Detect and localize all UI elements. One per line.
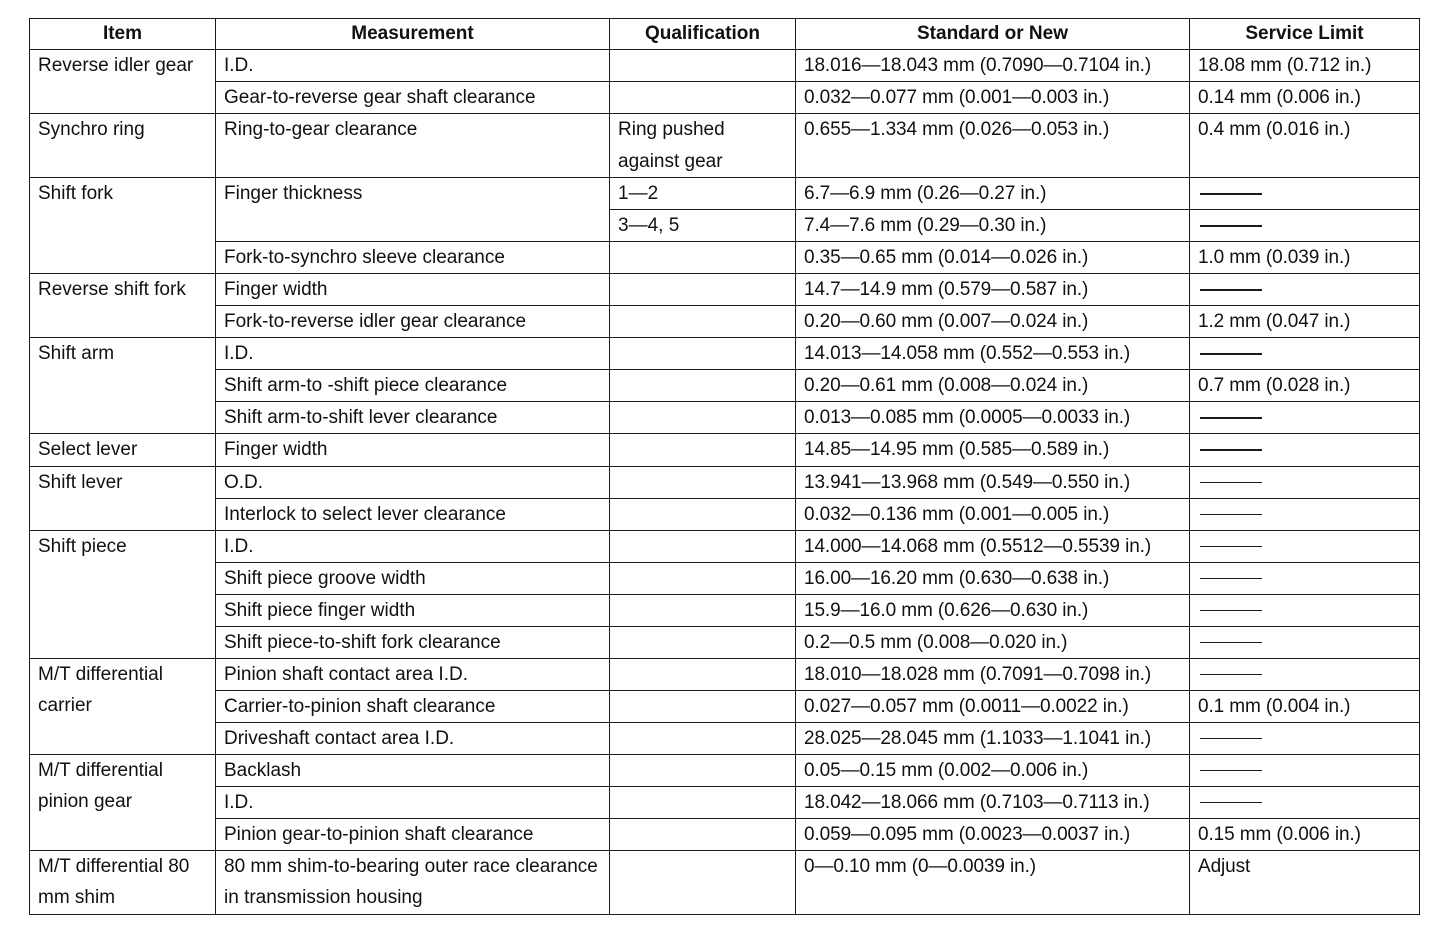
- standard-cell: 15.9—16.0 mm (0.626—0.630 in.): [796, 594, 1190, 626]
- item-cell: M/T differential 80 mm shim: [30, 850, 216, 914]
- service-limit-cell: 0.7 mm (0.028 in.): [1190, 370, 1420, 402]
- measurement-cell: I.D.: [216, 338, 610, 370]
- measurement-cell: Ring-to-gear clearance: [216, 114, 610, 178]
- service-limit-cell: 0.14 mm (0.006 in.): [1190, 82, 1420, 114]
- service-limit-cell: [1190, 434, 1420, 467]
- measurement-cell: Fork-to-synchro sleeve clearance: [216, 242, 610, 274]
- table-row: [30, 466, 1420, 498]
- qualification-cell: [610, 626, 796, 658]
- measurement-cell: Shift arm-to-shift lever clearance: [216, 402, 610, 434]
- table-row: [30, 242, 1420, 274]
- standard-cell: 28.025—28.045 mm (1.1033—1.1041 in.): [796, 722, 1190, 754]
- service-limit-cell: [1190, 402, 1420, 434]
- qualification-cell: [610, 530, 796, 562]
- header-measurement: Measurement: [216, 19, 610, 50]
- table-row: [30, 178, 1420, 210]
- service-limit-cell: [1190, 786, 1420, 818]
- qualification-cell: [610, 818, 796, 850]
- qualification-cell: Ring pushed against gear: [610, 114, 796, 178]
- table-row: [30, 562, 1420, 594]
- measurement-cell: Fork-to-reverse idler gear clearance: [216, 306, 610, 338]
- not-applicable-dash: [1200, 417, 1262, 419]
- service-limit-cell: [1190, 722, 1420, 754]
- service-limit-cell: [1190, 626, 1420, 658]
- table-row: [30, 370, 1420, 402]
- measurement-cell: Pinion shaft contact area I.D.: [216, 658, 610, 690]
- not-applicable-dash: [1200, 193, 1262, 195]
- standard-cell: 6.7—6.9 mm (0.26—0.27 in.): [796, 178, 1190, 210]
- qualification-cell: [610, 850, 796, 914]
- standard-cell: 16.00—16.20 mm (0.630—0.638 in.): [796, 562, 1190, 594]
- item-cell: Select lever: [30, 434, 216, 467]
- qualification-cell: [610, 658, 796, 690]
- qualification-cell: [610, 466, 796, 498]
- table-row: [30, 658, 1420, 690]
- measurement-cell: Shift piece groove width: [216, 562, 610, 594]
- qualification-cell: [610, 594, 796, 626]
- standard-cell: 0.027—0.057 mm (0.0011—0.0022 in.): [796, 690, 1190, 722]
- table-row: [30, 82, 1420, 114]
- qualification-cell: [610, 562, 796, 594]
- standard-cell: 0.2—0.5 mm (0.008—0.020 in.): [796, 626, 1190, 658]
- standard-cell: 0.013—0.085 mm (0.0005—0.0033 in.): [796, 402, 1190, 434]
- qualification-cell: [610, 274, 796, 306]
- service-limit-cell: 0.4 mm (0.016 in.): [1190, 114, 1420, 178]
- service-limit-cell: 0.15 mm (0.006 in.): [1190, 818, 1420, 850]
- standard-cell: 14.85—14.95 mm (0.585—0.589 in.): [796, 434, 1190, 467]
- measurement-cell: Shift arm-to -shift piece clearance: [216, 370, 610, 402]
- table-row: [30, 626, 1420, 658]
- service-limit-cell: 18.08 mm (0.712 in.): [1190, 50, 1420, 82]
- qualification-cell: [610, 498, 796, 530]
- qualification-cell: [610, 754, 796, 786]
- service-limit-cell: [1190, 338, 1420, 370]
- measurement-cell: Shift piece-to-shift fork clearance: [216, 626, 610, 658]
- service-limit-cell: [1190, 530, 1420, 562]
- standard-cell: 13.941—13.968 mm (0.549—0.550 in.): [796, 466, 1190, 498]
- table-row: [30, 594, 1420, 626]
- table-row: [30, 402, 1420, 434]
- header-qualification: Qualification: [610, 19, 796, 50]
- qualification-cell: [610, 786, 796, 818]
- service-limit-cell: [1190, 210, 1420, 242]
- service-limit-cell: [1190, 594, 1420, 626]
- table-row: [30, 338, 1420, 370]
- not-applicable-dash: [1200, 353, 1262, 355]
- table-row: [30, 434, 1420, 467]
- table-row: [30, 50, 1420, 82]
- standard-cell: 18.042—18.066 mm (0.7103—0.7113 in.): [796, 786, 1190, 818]
- item-cell: Reverse shift fork: [30, 274, 216, 338]
- measurement-cell: I.D.: [216, 50, 610, 82]
- item-cell: M/T differential pinion gear: [30, 754, 216, 850]
- standard-cell: 0.059—0.095 mm (0.0023—0.0037 in.): [796, 818, 1190, 850]
- standard-cell: 18.016—18.043 mm (0.7090—0.7104 in.): [796, 50, 1190, 82]
- service-limit-cell: [1190, 466, 1420, 498]
- not-applicable-dash: [1200, 289, 1262, 291]
- item-cell: Shift piece: [30, 530, 216, 658]
- measurement-cell: Finger width: [216, 274, 610, 306]
- service-limit-cell: Adjust: [1190, 850, 1420, 914]
- service-limit-cell: 0.1 mm (0.004 in.): [1190, 690, 1420, 722]
- item-cell: Shift arm: [30, 338, 216, 434]
- not-applicable-dash: [1200, 514, 1262, 516]
- not-applicable-dash: [1200, 610, 1262, 612]
- qualification-cell: [610, 370, 796, 402]
- service-limit-cell: [1190, 274, 1420, 306]
- header-item: Item: [30, 19, 216, 50]
- standard-cell: 0.20—0.61 mm (0.008—0.024 in.): [796, 370, 1190, 402]
- table-row: [30, 498, 1420, 530]
- measurement-cell: Shift piece finger width: [216, 594, 610, 626]
- measurement-cell: Finger width: [216, 434, 610, 467]
- service-limit-cell: 1.2 mm (0.047 in.): [1190, 306, 1420, 338]
- standard-cell: 18.010—18.028 mm (0.7091—0.7098 in.): [796, 658, 1190, 690]
- qualification-cell: [610, 338, 796, 370]
- table-row: [30, 754, 1420, 786]
- table-row: [30, 722, 1420, 754]
- service-limit-cell: 1.0 mm (0.039 in.): [1190, 242, 1420, 274]
- measurement-cell: Pinion gear-to-pinion shaft clearance: [216, 818, 610, 850]
- qualification-cell: [610, 690, 796, 722]
- specification-table: [29, 18, 1420, 915]
- qualification-cell: 1—2: [610, 178, 796, 210]
- not-applicable-dash: [1200, 546, 1262, 548]
- item-cell: Shift fork: [30, 178, 216, 274]
- measurement-cell: I.D.: [216, 530, 610, 562]
- measurement-cell: 80 mm shim-to-bearing outer race clearance in transmission housing: [216, 850, 610, 914]
- not-applicable-dash: [1200, 225, 1262, 227]
- item-cell: Reverse idler gear: [30, 50, 216, 114]
- not-applicable-dash: [1200, 449, 1262, 451]
- qualification-cell: [610, 242, 796, 274]
- measurement-cell: O.D.: [216, 466, 610, 498]
- service-limit-cell: [1190, 178, 1420, 210]
- item-cell: M/T differential carrier: [30, 658, 216, 754]
- standard-cell: 14.013—14.058 mm (0.552—0.553 in.): [796, 338, 1190, 370]
- measurement-cell: Interlock to select lever clearance: [216, 498, 610, 530]
- not-applicable-dash: [1200, 578, 1262, 580]
- table-body: [30, 50, 1420, 915]
- table-row: [30, 114, 1420, 178]
- standard-cell: 14.7—14.9 mm (0.579—0.587 in.): [796, 274, 1190, 306]
- qualification-cell: [610, 306, 796, 338]
- standard-cell: 0.655—1.334 mm (0.026—0.053 in.): [796, 114, 1190, 178]
- measurement-cell: I.D.: [216, 786, 610, 818]
- service-limit-cell: [1190, 658, 1420, 690]
- standard-cell: 7.4—7.6 mm (0.29—0.30 in.): [796, 210, 1190, 242]
- qualification-cell: 3—4, 5: [610, 210, 796, 242]
- measurement-cell: Driveshaft contact area I.D.: [216, 722, 610, 754]
- item-cell: Synchro ring: [30, 114, 216, 178]
- service-limit-cell: [1190, 754, 1420, 786]
- standard-cell: 0.35—0.65 mm (0.014—0.026 in.): [796, 242, 1190, 274]
- not-applicable-dash: [1200, 770, 1262, 772]
- qualification-cell: [610, 50, 796, 82]
- standard-cell: 0—0.10 mm (0—0.0039 in.): [796, 850, 1190, 914]
- not-applicable-dash: [1200, 674, 1262, 676]
- measurement-cell: Backlash: [216, 754, 610, 786]
- measurement-cell: Gear-to-reverse gear shaft clearance: [216, 82, 610, 114]
- qualification-cell: [610, 402, 796, 434]
- not-applicable-dash: [1200, 738, 1262, 740]
- measurement-cell: Carrier-to-pinion shaft clearance: [216, 690, 610, 722]
- not-applicable-dash: [1200, 642, 1262, 644]
- table-row: [30, 306, 1420, 338]
- table-row: [30, 690, 1420, 722]
- item-cell: Shift lever: [30, 466, 216, 530]
- standard-cell: 0.05—0.15 mm (0.002—0.006 in.): [796, 754, 1190, 786]
- standard-cell: 14.000—14.068 mm (0.5512—0.5539 in.): [796, 530, 1190, 562]
- service-limit-cell: [1190, 498, 1420, 530]
- table-row: [30, 786, 1420, 818]
- standard-cell: 0.20—0.60 mm (0.007—0.024 in.): [796, 306, 1190, 338]
- table-row: [30, 530, 1420, 562]
- standard-cell: 0.032—0.136 mm (0.001—0.005 in.): [796, 498, 1190, 530]
- header-row: [30, 19, 1420, 50]
- not-applicable-dash: [1200, 482, 1262, 484]
- header-service-limit: Service Limit: [1190, 19, 1420, 50]
- qualification-cell: [610, 722, 796, 754]
- qualification-cell: [610, 82, 796, 114]
- not-applicable-dash: [1200, 802, 1262, 804]
- measurement-cell: Finger thickness: [216, 178, 610, 242]
- header-standard: Standard or New: [796, 19, 1190, 50]
- standard-cell: 0.032—0.077 mm (0.001—0.003 in.): [796, 82, 1190, 114]
- qualification-cell: [610, 434, 796, 467]
- service-limit-cell: [1190, 562, 1420, 594]
- table-row: [30, 850, 1420, 914]
- table-row: [30, 818, 1420, 850]
- table-row: [30, 274, 1420, 306]
